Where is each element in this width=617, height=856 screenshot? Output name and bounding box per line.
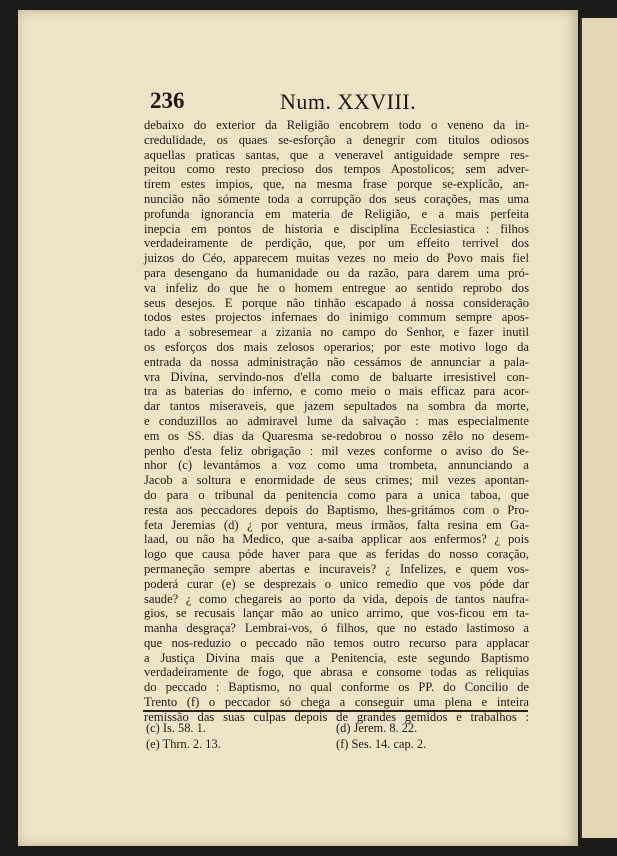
text-line: manha desgraça? Lembrai-vos, ó filhos, que no estado lastimoso a <box>144 621 529 636</box>
text-line: do para o tribunal da penitencia como para a unica taboa, que <box>144 487 529 502</box>
footnote-f: (f) Ses. 14. cap. 2. <box>336 737 427 751</box>
text-line: vra Divina, servindo-nos d'ella como de baluarte irresistivel con- <box>144 369 529 384</box>
text-line: penho d'esta feliz obrigação : mil vezes conforme o aviso do Se- <box>144 443 529 458</box>
text-line: inepcia em pontos de historia e disciplina Ecclesiastica : filhos <box>144 221 529 236</box>
text-line: entrada da nossa administração não cessámos de annunciar a pala- <box>144 354 529 369</box>
text-line: tra as baterias do inferno, e como meio o mais efficaz para acor- <box>144 384 529 399</box>
footnote-divider <box>143 710 528 712</box>
text-line: tado a sobresemear a zizania no campo do Senhor, e fazer inutil <box>144 325 529 340</box>
footnote-c: (c) Is. 58. 1. <box>146 721 206 735</box>
text-line: todos estes projectos infernaes do inimigo commum sempre apos- <box>144 310 529 325</box>
text-line: dar tantos miseraveis, que jazem sepultados na sombra da morte, <box>144 399 529 414</box>
text-line: Jacob a soltura e enormidade de seus crimes; mil vezes apontan- <box>144 473 529 488</box>
text-line: do peccado : Baptismo, no qual conforme os PP. do Concilio de <box>144 680 529 695</box>
text-line: a Justiça Divina mais que a Penitencia, este segundo Baptismo <box>144 650 529 665</box>
text-line: e conduzillos ao admiravel lume da salvação : mas especialmente <box>144 413 529 428</box>
text-line: va infeliz do que he o homem entregue ao sentido reprobo dos <box>144 280 529 295</box>
text-line: nuncião não sómente toda a corrupção dos seus corações, mas uma <box>144 191 529 206</box>
text-line: feta Jeremias (d) ¿ por ventura, meus irmãos, falta resina em Ga- <box>144 517 529 532</box>
issue-title: Num. XXVIII. <box>280 89 417 114</box>
text-line: poderá curar (e) se desprezais o unico remedio que vos póde dar <box>144 576 529 591</box>
text-line: gios, se recusais lançar mão ao unico arrimo, que vos-ficou em ta- <box>144 606 529 621</box>
text-line: em os SS. dias da Quaresma se-redobrou o nosso zêlo no desem- <box>144 428 529 443</box>
text-line: resta aos peccadores depois do Baptismo, lhes-gritámos com o Pro- <box>144 502 529 517</box>
text-line: Trento (f) o peccador só chega a conseguir uma plena e inteira <box>144 695 529 710</box>
text-line: verdadeiramente de perdição, que, por um effeito terrivel dos <box>144 236 529 251</box>
text-line: aquellas praticas santas, que a veneravel antiguidade sempre res- <box>144 147 529 162</box>
body-text <box>144 118 529 725</box>
footnote-e: (e) Thrn. 2. 13. <box>146 737 221 751</box>
text-line: tirem estes impios, que, na mesma frase porque se-explicão, an- <box>144 177 529 192</box>
text-line: seus desejos. E porque não tinhão escapado á nossa consideração <box>144 295 529 310</box>
text-line: saude? ¿ como chegareis ao porto da vida, depois de tantos naufra- <box>144 591 529 606</box>
text-line: nhor (c) levantámos a voz como uma trombeta, annunciando a <box>144 458 529 473</box>
footnotes <box>146 720 526 752</box>
page-number: 236 <box>150 88 185 113</box>
text-line: os esforços dos mais zelosos operarios; por este motivo logo da <box>144 339 529 354</box>
text-line: profunda ignorancia em materia de Religião, e a mais perfeita <box>144 206 529 221</box>
text-line: peitou como resto precioso dos tempos Apostolicos; sem adver- <box>144 162 529 177</box>
text-line: verdadeiramente de fogo, que abrasa e consome todas as reliquias <box>144 665 529 680</box>
footnote-d: (d) Jerem. 8. 22. <box>336 721 418 735</box>
text-line: juizos do Céo, apparecem muitas vezes no meio do Povo mais fiel <box>144 251 529 266</box>
text-line: que nos-reduzio o peccado não temos outro recurso para applacar <box>144 635 529 650</box>
text-line: debaixo do exterior da Religião encobrem todo o veneno da in- <box>144 118 529 132</box>
text-line: para desengano da humanidade ou da razão, para darem uma pró- <box>144 265 529 280</box>
page-header <box>150 88 550 118</box>
text-line: credulidade, os quaes se-esforção a denegrir com titulos odiosos <box>144 132 529 147</box>
text-line: logo que causa póde haver para que as feridas do nosso coração, <box>144 547 529 562</box>
text-line: laad, ou não ha Medico, que a-saiba applicar aos enfermos? ¿ pois <box>144 532 529 547</box>
text-line: remissão das suas culpas depois de grandes gemidos e trabalhos : <box>144 709 529 724</box>
text-line: permaneção sempre abertas e incuraveis? ¿ Infelizes, e quem vos- <box>144 561 529 576</box>
adjacent-page-edge <box>580 18 617 838</box>
